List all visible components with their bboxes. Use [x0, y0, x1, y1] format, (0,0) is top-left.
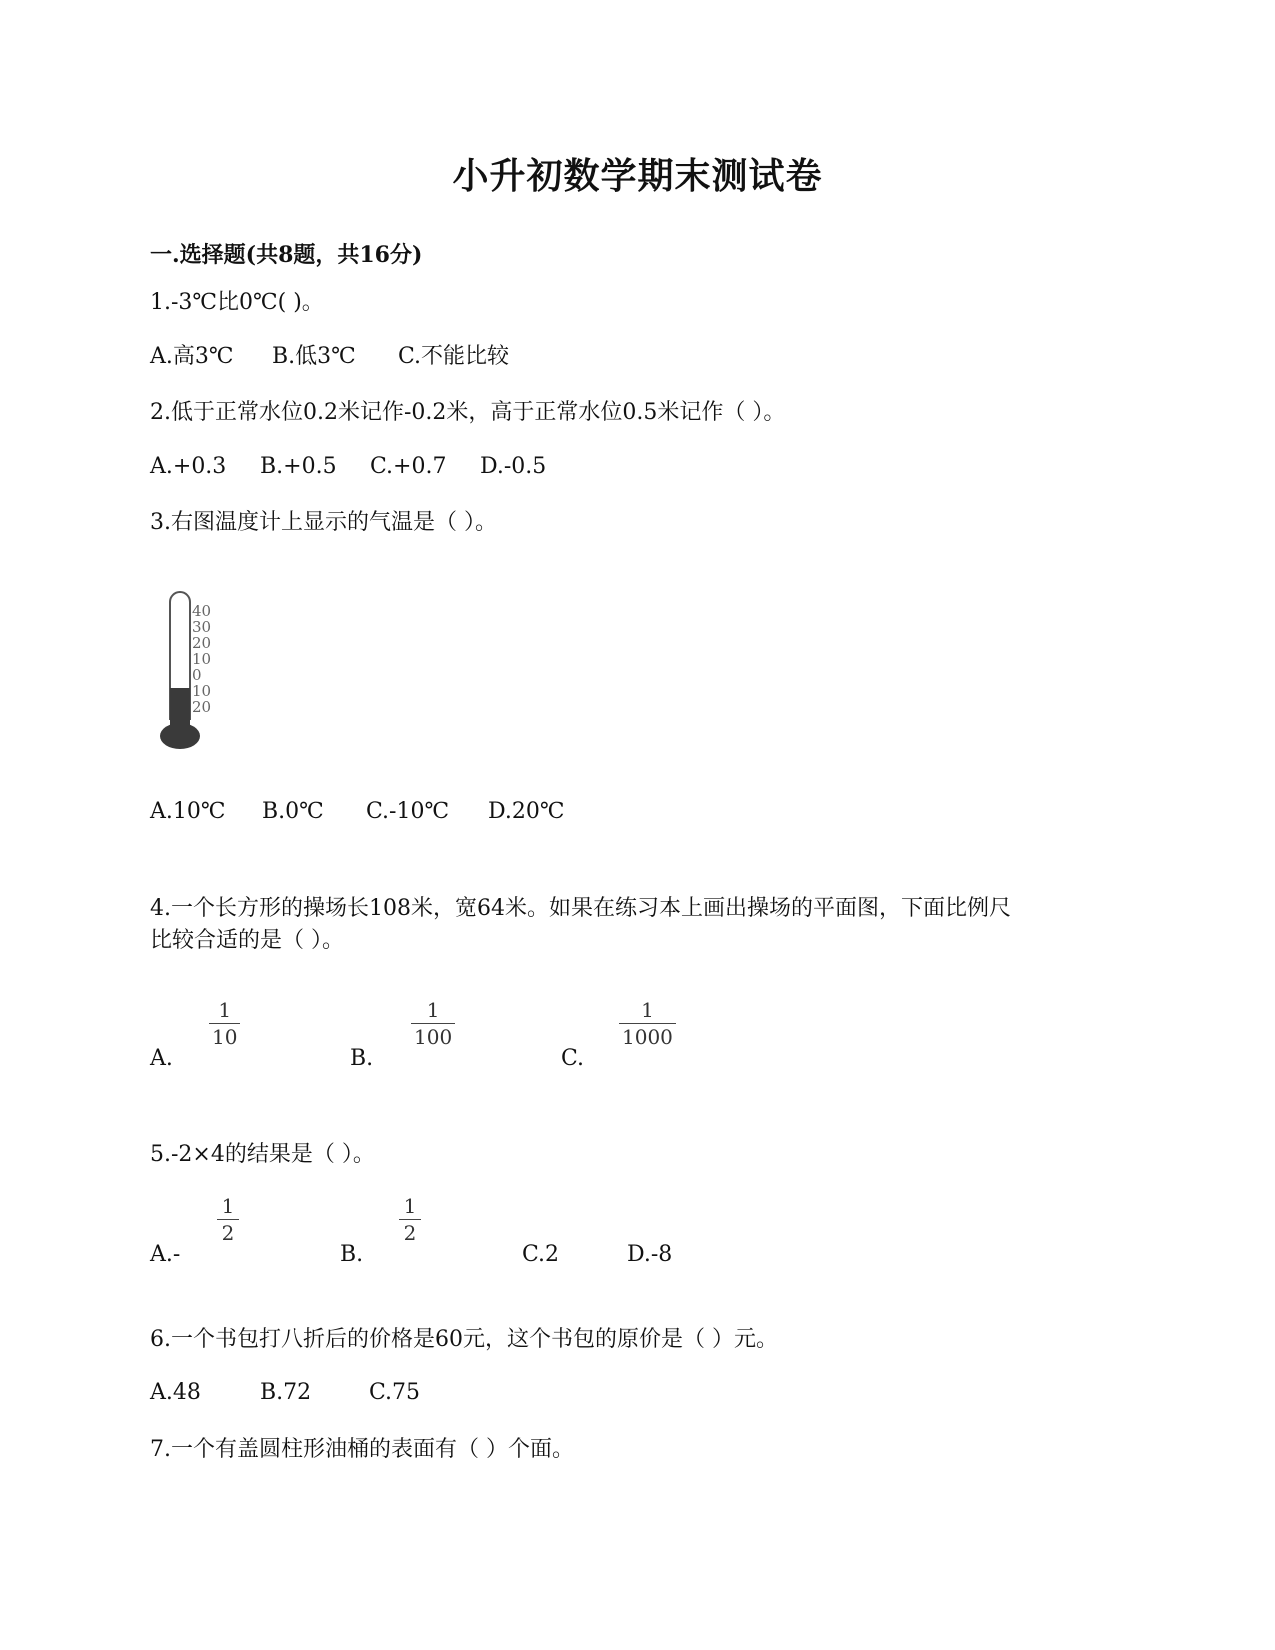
question-1-stem: 1.-3℃比0℃( )。: [150, 290, 324, 315]
question-4-option-b-fraction: [411, 998, 455, 1049]
page-title: 小升初数学期末测试卷: [452, 155, 823, 197]
fraction-denominator: 1000: [622, 1025, 673, 1049]
fraction-numerator: 1: [426, 998, 440, 1022]
question-4-option-c-label: C.: [561, 1046, 585, 1071]
fraction-bar: [411, 1023, 455, 1024]
question-3-option-b: B.0℃: [262, 799, 324, 824]
thermometer-liquid: [170, 688, 190, 728]
thermometer-bulb: [160, 723, 200, 749]
thermometer-scale-label: 10: [192, 650, 212, 668]
question-5-option-a-label: A.-: [150, 1242, 181, 1267]
question-2-option-c: C.+0.7: [370, 454, 447, 479]
question-1-option-c: C.不能比较: [398, 344, 510, 369]
question-4-option-a-label: A.: [150, 1046, 173, 1071]
question-6-option-c: C.75: [369, 1380, 421, 1405]
question-5-option-b-label: B.: [340, 1242, 364, 1267]
question-4-stem-line-2: 比较合适的是（ ）。: [150, 928, 344, 953]
question-4-option-c-fraction: [619, 998, 676, 1049]
fraction-numerator: 1: [221, 1194, 235, 1218]
thermometer-scale-label: 30: [192, 618, 212, 636]
fraction-denominator: 100: [414, 1025, 453, 1049]
question-5-option-c: C.2: [522, 1242, 560, 1267]
question-4-stem-line-1: 4.一个长方形的操场长108米，宽64米。如果在练习本上画出操场的平面图，下面比例尺: [150, 896, 1011, 921]
fraction-numerator: 1: [218, 998, 232, 1022]
fraction-bar: [217, 1219, 239, 1220]
question-7-stem: 7.一个有盖圆柱形油桶的表面有（ ）个面。: [150, 1437, 574, 1462]
question-2-option-b: B.+0.5: [260, 454, 337, 479]
question-5-option-d: D.-8: [627, 1242, 673, 1267]
question-2-option-d: D.-0.5: [480, 454, 547, 479]
fraction-denominator: 10: [212, 1025, 238, 1049]
thermometer-scale-label: 20: [192, 634, 212, 652]
fraction-denominator: 2: [221, 1221, 235, 1245]
question-5-stem: 5.-2×4的结果是（ ）。: [150, 1142, 375, 1167]
question-6-option-b: B.72: [260, 1380, 312, 1405]
question-3-stem: 3.右图温度计上显示的气温是（ ）。: [150, 510, 497, 535]
question-2-option-a: A.+0.3: [150, 454, 227, 479]
question-1-option-a: A.高3℃: [150, 344, 234, 369]
question-3-option-a: A.10℃: [150, 799, 226, 824]
question-3-option-c: C.-10℃: [366, 799, 450, 824]
thermometer-scale-label: 10: [192, 682, 212, 700]
fraction-bar: [619, 1023, 676, 1024]
fraction-numerator: 1: [403, 1194, 417, 1218]
question-5-option-a-fraction: [217, 1194, 239, 1245]
question-5-option-b-fraction: [399, 1194, 421, 1245]
question-4-option-b-label: B.: [350, 1046, 374, 1071]
fraction-bar: [399, 1219, 421, 1220]
thermometer-figure: [156, 588, 236, 758]
thermometer-scale-label: 0: [192, 666, 202, 684]
thermometer-scale-label: 20: [192, 698, 212, 716]
question-6-stem: 6.一个书包打八折后的价格是60元，这个书包的原价是（ ）元。: [150, 1327, 778, 1352]
fraction-bar: [209, 1023, 240, 1024]
section-heading: 一.选择题(共8题，共16分): [150, 242, 423, 268]
thermometer-scale-label: 40: [192, 602, 212, 620]
question-2-stem: 2.低于正常水位0.2米记作-0.2米，高于正常水位0.5米记作（ ）。: [150, 400, 786, 425]
question-6-option-a: A.48: [150, 1380, 201, 1405]
fraction-denominator: 2: [403, 1221, 417, 1245]
question-1-option-b: B.低3℃: [272, 344, 356, 369]
question-3-option-d: D.20℃: [488, 799, 565, 824]
fraction-numerator: 1: [641, 998, 654, 1022]
question-4-option-a-fraction: [209, 998, 240, 1049]
